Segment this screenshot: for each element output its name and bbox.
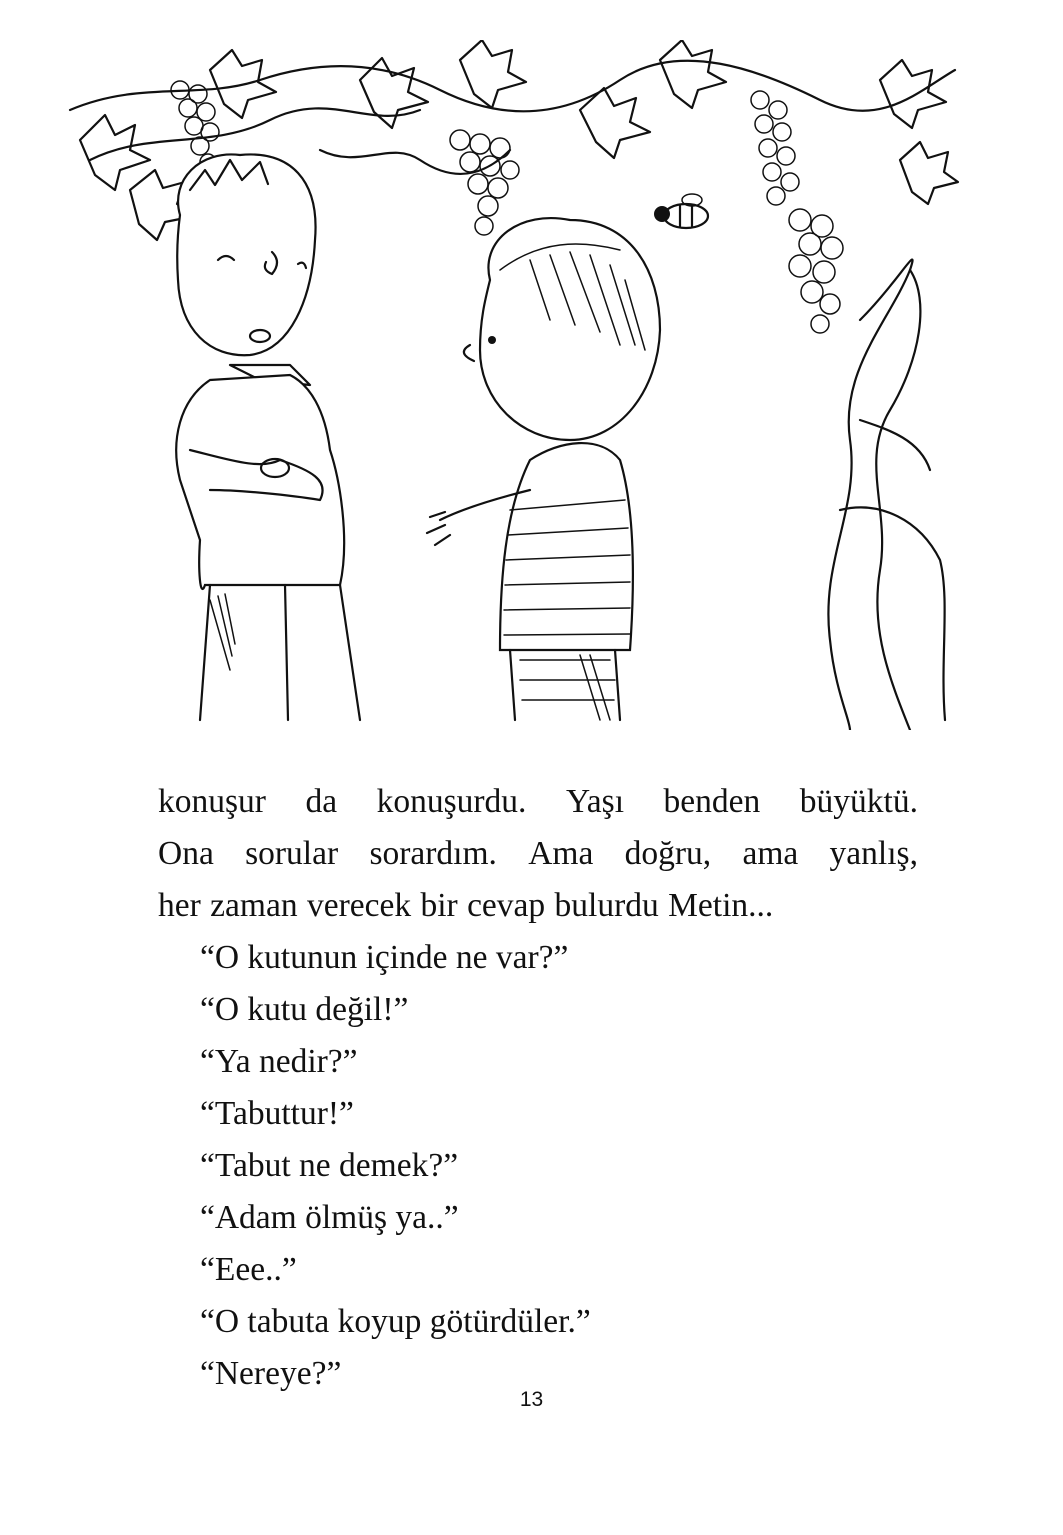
grape-cluster-right bbox=[751, 91, 843, 333]
page-number: 13 bbox=[519, 1388, 544, 1411]
dialogue-line: “O kutunun içinde ne var?” bbox=[200, 939, 569, 976]
dialogue-line: “Adam ölmüş ya..” bbox=[200, 1199, 459, 1236]
narrative-word: zaman bbox=[210, 887, 298, 924]
illustration-drawing bbox=[60, 40, 960, 730]
dialogue-line: “Tabuttur!” bbox=[200, 1095, 354, 1132]
narrative-word: Ona bbox=[158, 835, 214, 872]
narrative-word: cevap bbox=[467, 887, 546, 924]
bee-icon bbox=[654, 194, 708, 228]
dialogue-line: “O tabuta koyup götürdüler.” bbox=[200, 1303, 591, 1340]
grape-cluster-middle bbox=[450, 130, 519, 235]
dialogue-line: “O kutu değil!” bbox=[200, 991, 409, 1028]
narrative-word: sorardım. bbox=[369, 835, 497, 872]
narrative-word: da bbox=[305, 783, 338, 820]
narrative-word: bulurdu bbox=[554, 887, 659, 924]
vine-branch bbox=[90, 108, 420, 160]
narrative-word: konuşurdu. bbox=[376, 783, 527, 820]
narrative-word: ama bbox=[742, 835, 799, 872]
tree-trunk bbox=[828, 260, 945, 730]
narrative-word: verecek bbox=[306, 887, 412, 924]
dialogue-line: “Ya nedir?” bbox=[200, 1043, 358, 1080]
dialogue-line: “Tabut ne demek?” bbox=[200, 1147, 459, 1184]
narrative-word: Ama bbox=[528, 835, 594, 872]
narrative-line bbox=[158, 828, 918, 880]
narrative-line bbox=[158, 776, 918, 828]
narrative-word: bir bbox=[420, 887, 458, 924]
narrative-word: doğru, bbox=[624, 835, 712, 872]
older-boy-figure bbox=[176, 154, 360, 720]
narrative-word: sorular bbox=[245, 835, 339, 872]
narrative-word: benden bbox=[663, 783, 761, 820]
narrative-word: konuşur bbox=[158, 783, 266, 820]
grapevine-boys-illustration bbox=[60, 40, 960, 730]
story-text bbox=[158, 776, 918, 1400]
narrative-word: Metin... bbox=[668, 887, 774, 924]
narrative-line bbox=[158, 880, 918, 932]
narrative-word: büyüktü. bbox=[799, 783, 918, 820]
narrative-word: yanlış, bbox=[829, 835, 918, 872]
dialogue-line: “Nereye?” bbox=[200, 1355, 342, 1392]
younger-boy-figure bbox=[427, 218, 660, 720]
dialogue-line: “Eee..” bbox=[200, 1251, 297, 1288]
narrative-word: Yaşı bbox=[565, 783, 625, 820]
narrative-word: her bbox=[158, 887, 201, 924]
